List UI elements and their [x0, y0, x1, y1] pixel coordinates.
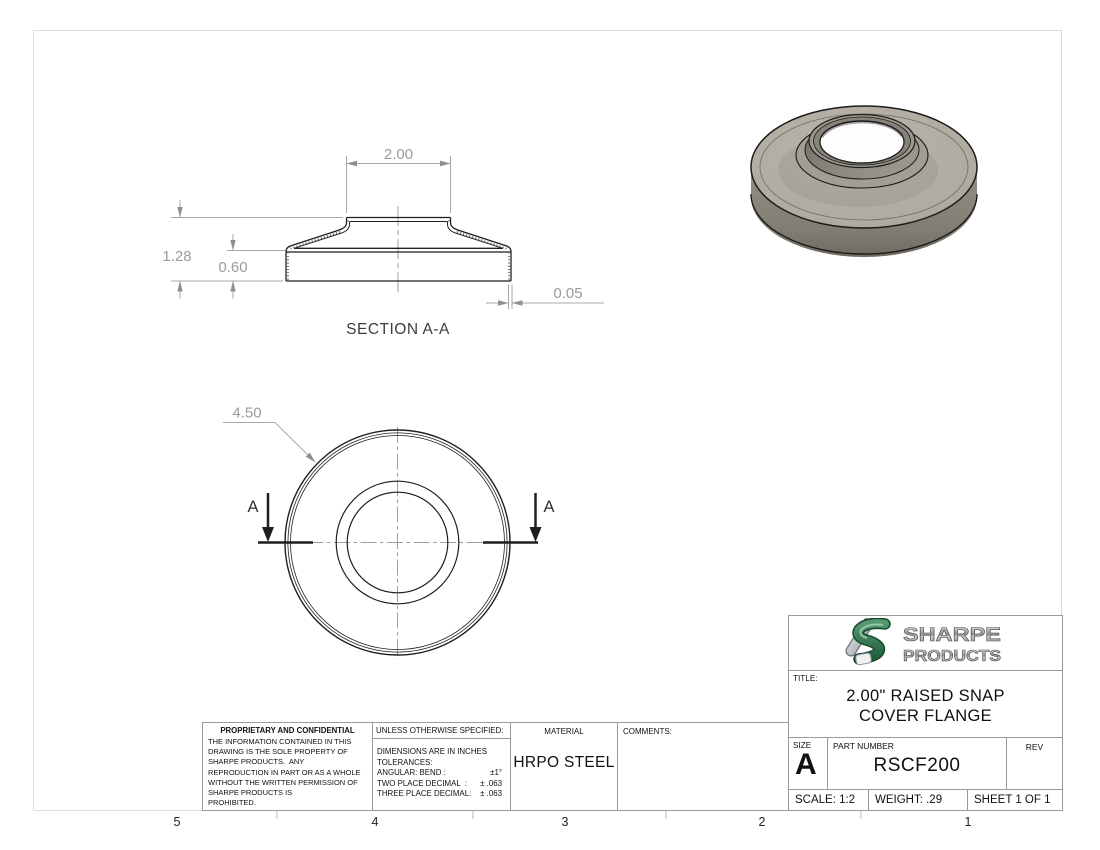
dim-top-width: 2.00: [383, 146, 414, 163]
rev-cell: [1006, 737, 1063, 790]
size-cell: [788, 737, 828, 790]
zone-number: 5: [173, 815, 181, 829]
drawing-title-line2: COVER FLANGE: [859, 707, 992, 725]
zone-number: 4: [371, 815, 379, 829]
cut-letter-left: A: [247, 498, 259, 516]
iso-view: [751, 106, 977, 257]
plan-view: [247, 427, 554, 659]
proprietary-text: SHARPE PRODUCTS IS: [208, 788, 293, 798]
brand-name-line2: PRODUCTS: [903, 648, 1001, 665]
dim-total-height: 1.28: [162, 248, 192, 265]
tolerance-value: ±1°: [490, 768, 502, 778]
drawing-title-line1: 2.00" RAISED SNAP: [846, 687, 1005, 705]
sharpe-products-logo: [839, 618, 1009, 673]
scale-cell: SCALE: 1:2: [788, 789, 869, 811]
tolerance-label: TWO PLACE DECIMAL :: [377, 778, 468, 788]
size-value: A: [795, 748, 817, 781]
proprietary-text: REPRODUCTION IN PART OR AS A WHOLE: [208, 767, 361, 777]
zone-number: 3: [561, 815, 569, 829]
weight-cell: WEIGHT: .29: [868, 789, 968, 811]
rev-label: REV: [1025, 742, 1044, 752]
brand-name-line1: SHARPE: [903, 625, 1001, 646]
dim-wall-thickness: 0.05: [553, 285, 583, 302]
tolerance-value: ± .063: [480, 789, 502, 799]
material-label: MATERIAL: [544, 727, 584, 736]
proprietary-text: THE INFORMATION CONTAINED IN THIS: [208, 737, 352, 746]
comments-label: COMMENTS:: [623, 727, 672, 736]
tolerance-value: ± .063: [480, 778, 502, 788]
dim-outer-diameter: 4.50: [232, 404, 262, 422]
tolerance-label: THREE PLACE DECIMAL:: [377, 789, 472, 799]
part-number-label: PART NUMBER: [833, 741, 894, 751]
title-label: TITLE:: [793, 674, 818, 683]
spec-header: UNLESS OTHERWISE SPECIFIED:: [373, 723, 510, 739]
material-value: HRPO STEEL: [513, 754, 615, 771]
part-number-cell: [827, 737, 1007, 790]
comments-block: [617, 722, 789, 811]
zone-number: 1: [964, 815, 972, 829]
material-block: [510, 722, 618, 811]
proprietary-title: PROPRIETARY AND CONFIDENTIAL: [220, 726, 355, 735]
spec-block: [372, 722, 511, 811]
tolerance-label: ANGULAR: BEND :: [377, 768, 446, 778]
spec-line: DIMENSIONS ARE IN INCHES: [377, 747, 488, 756]
part-number-value: RSCF200: [873, 755, 961, 776]
logo-cell: [788, 615, 1063, 671]
proprietary-text: DRAWING IS THE SOLE PROPERTY OF: [208, 747, 348, 757]
section-view: [162, 146, 604, 463]
title-cell: [788, 670, 1063, 738]
sheet-cell: SHEET 1 OF 1: [967, 789, 1063, 811]
cut-letter-right: A: [543, 498, 555, 516]
dim-base-height: 0.60: [218, 259, 248, 276]
proprietary-text: PROHIBITED.: [208, 798, 256, 808]
proprietary-text: WITHOUT THE WRITTEN PERMISSION OF: [208, 777, 358, 787]
spec-line: TOLERANCES:: [377, 757, 433, 767]
logo-s-glyph: [851, 622, 885, 665]
proprietary-text: SHARPE PRODUCTS. ANY: [208, 757, 305, 767]
size-label: SIZE: [793, 741, 812, 750]
zone-number: 2: [758, 815, 766, 829]
section-label: SECTION A-A: [346, 321, 450, 338]
proprietary-block: [202, 722, 373, 811]
